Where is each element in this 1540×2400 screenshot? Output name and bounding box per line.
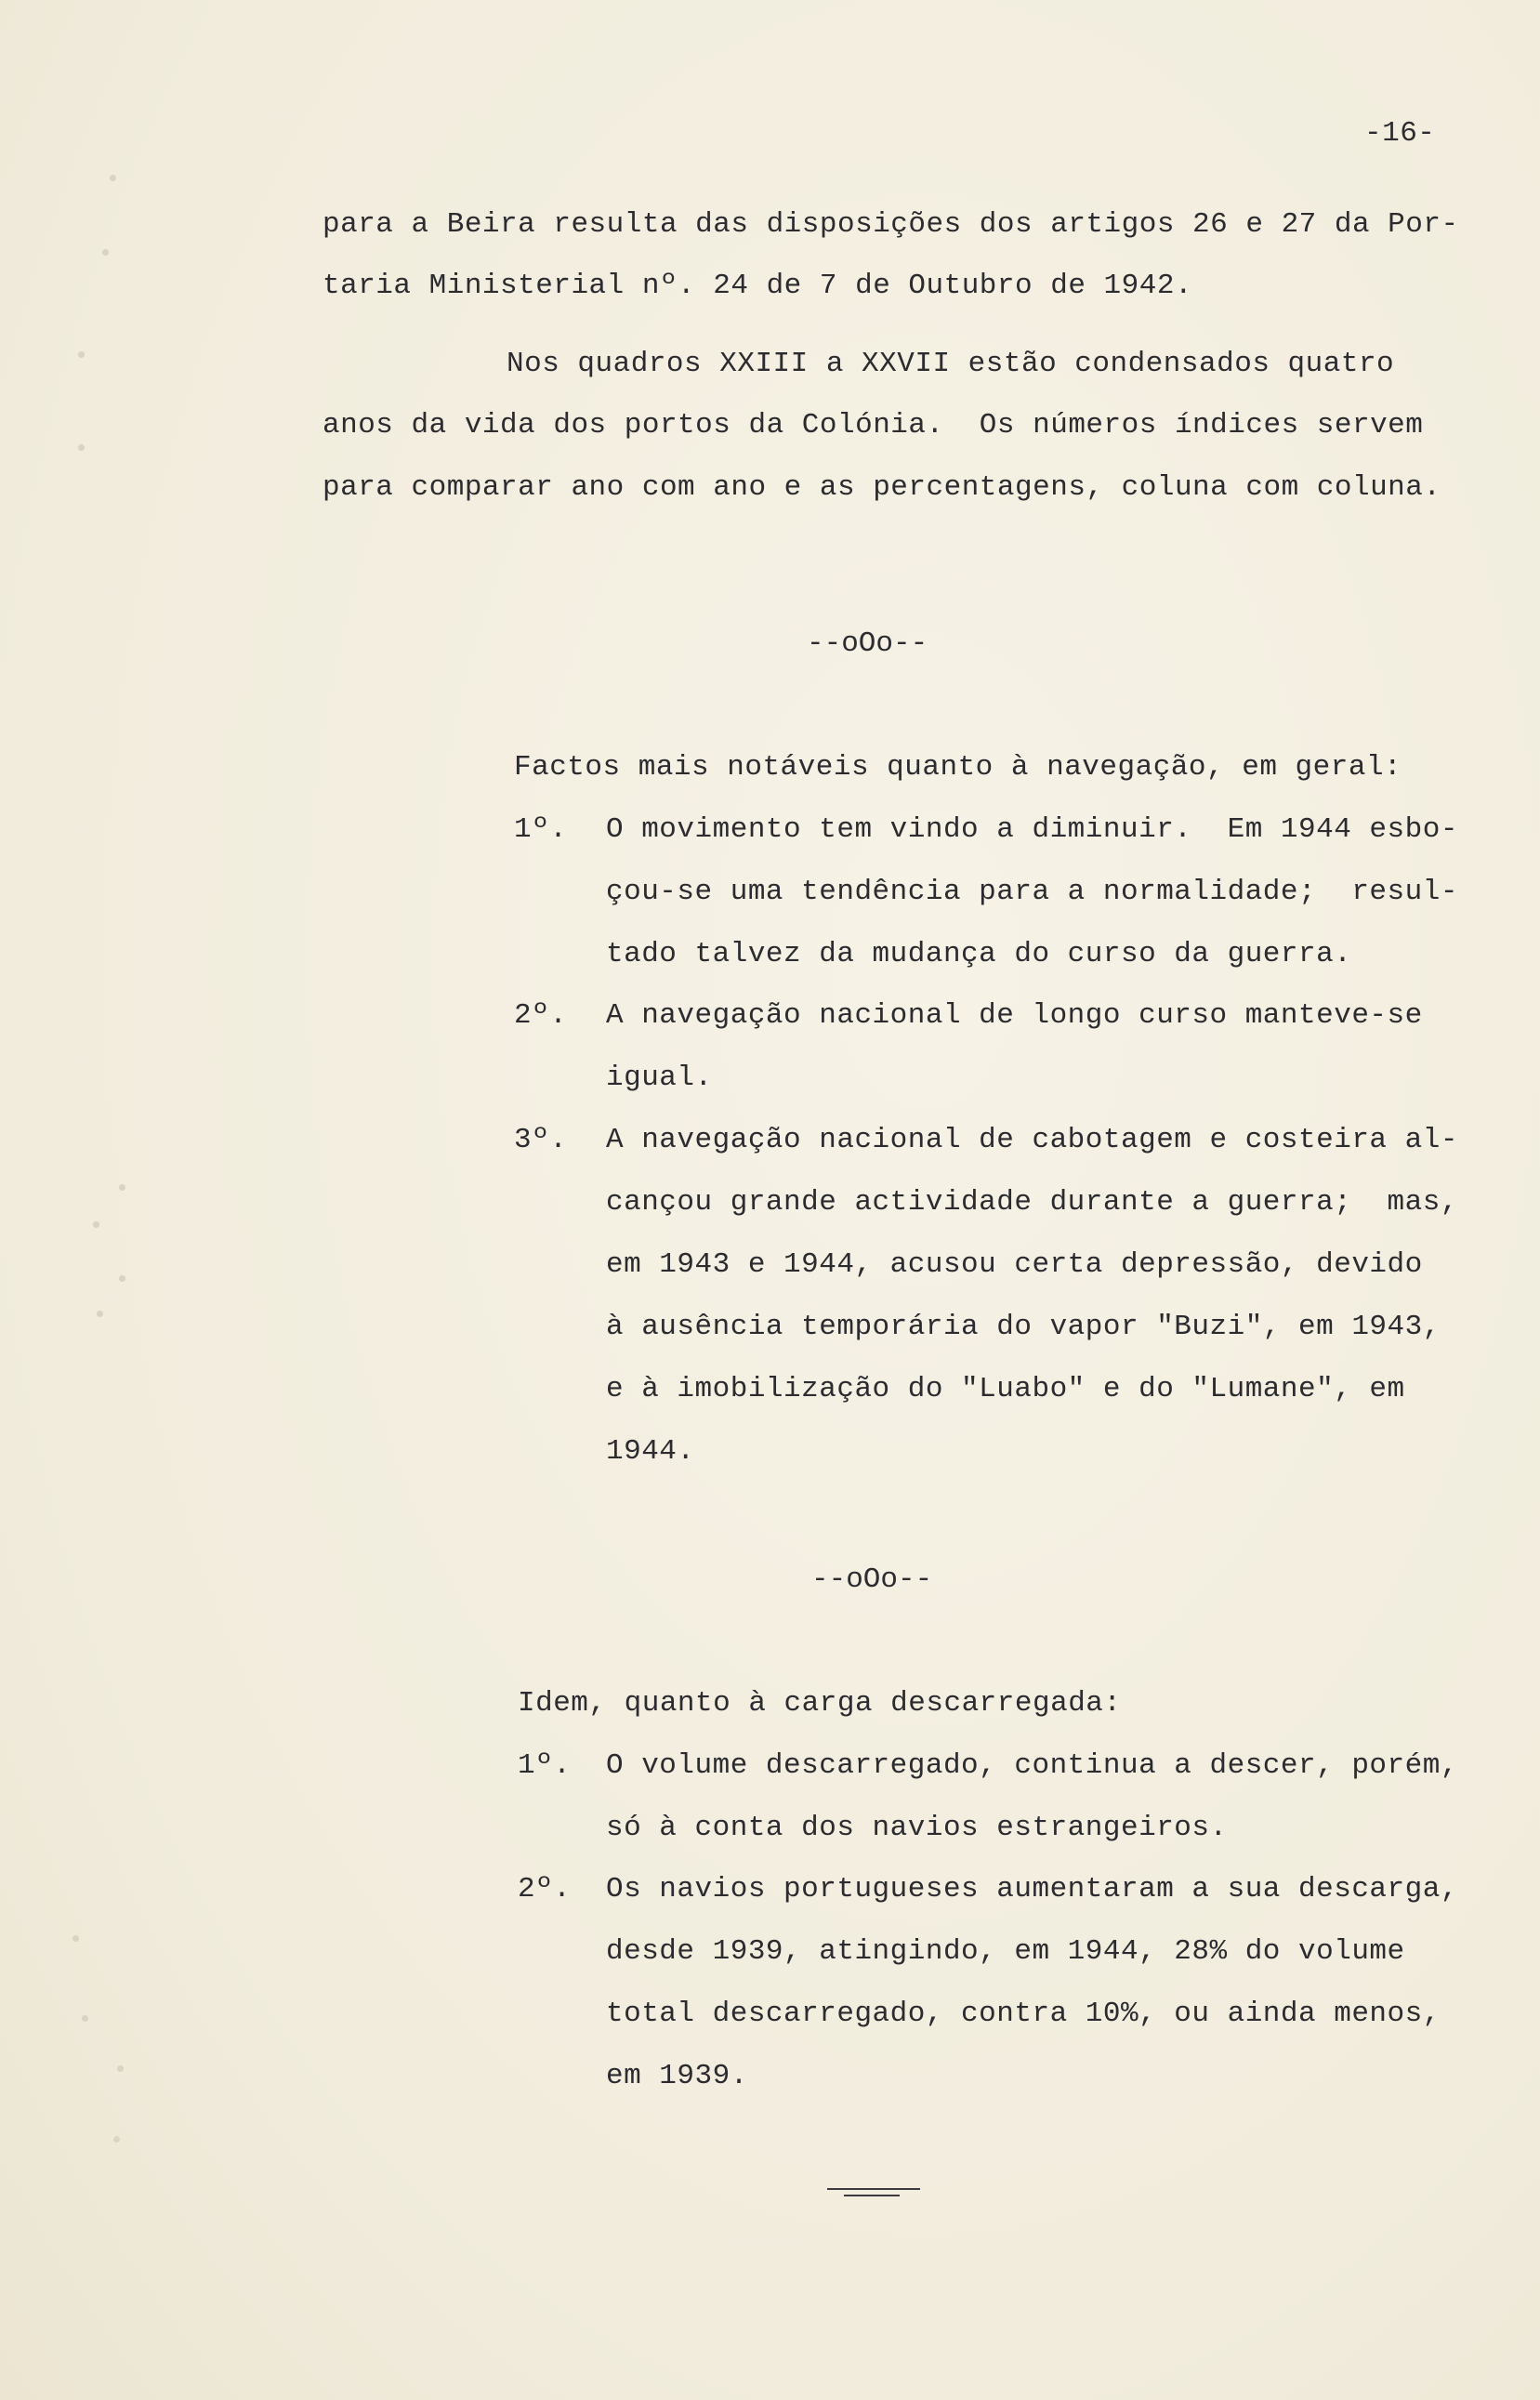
punch-mark: [82, 2015, 88, 2022]
paragraph-line: anos da vida dos portos da Colónia. Os números índices servem: [322, 409, 1424, 442]
list-item-line: à ausência temporária do vapor "Buzi", em 1943,: [606, 1311, 1441, 1343]
punch-mark: [119, 1275, 125, 1282]
list-item-line: A navegação nacional de longo curso manteve-se: [606, 999, 1423, 1032]
list-item-number: 1º.: [514, 813, 568, 846]
list-item-number: 2º.: [518, 1873, 572, 1905]
punch-mark: [78, 444, 85, 451]
punch-mark: [119, 1184, 125, 1191]
page-number: -16-: [1364, 117, 1436, 150]
punch-mark: [102, 249, 109, 256]
section-separator: --oOo--: [807, 627, 928, 660]
list-item-line: em 1943 e 1944, acusou certa depressão, devido: [606, 1248, 1423, 1281]
punch-mark: [117, 2065, 124, 2072]
punch-mark: [110, 175, 116, 181]
list-item-line: em 1939.: [606, 2060, 748, 2092]
list-item-number: 2º.: [514, 999, 568, 1032]
list-item-number: 3º.: [514, 1124, 568, 1156]
section-heading: Idem, quanto à carga descarregada:: [518, 1687, 1122, 1720]
punch-mark: [93, 1221, 99, 1228]
list-item-line: só à conta dos navios estrangeiros.: [606, 1812, 1228, 1844]
list-item-line: igual.: [606, 1062, 713, 1094]
list-item-line: cançou grande actividade durante a guerra; mas,: [606, 1186, 1458, 1219]
list-item-line: 1944.: [606, 1435, 695, 1468]
list-item-line: e à imobilização do "Luabo" e do "Lumane", em: [606, 1373, 1405, 1405]
list-item-line: O movimento tem vindo a diminuir. Em 1944 esbo-: [606, 813, 1458, 846]
punch-mark: [72, 1935, 79, 1942]
list-item-line: çou-se uma tendência para a normalidade; resul-: [606, 876, 1458, 908]
list-item-line: total descarregado, contra 10%, ou ainda menos,: [606, 1998, 1441, 2030]
paragraph-line: taria Ministerial nº. 24 de 7 de Outubro de 1942.: [322, 270, 1193, 302]
list-item-line: desde 1939, atingindo, em 1944, 28% do volume: [606, 1935, 1405, 1968]
punch-mark: [113, 2136, 120, 2143]
section-separator: --oOo--: [811, 1563, 933, 1596]
paragraph-line: para comparar ano com ano e as percentagens, coluna com coluna.: [322, 471, 1441, 504]
list-item-line: tado talvez da mudança do curso da guerra.: [606, 938, 1352, 970]
paragraph-line: para a Beira resulta das disposições dos artigos 26 e 27 da Por-: [322, 208, 1459, 241]
list-item-number: 1º.: [518, 1749, 572, 1782]
list-item-line: O volume descarregado, continua a descer, porém,: [606, 1749, 1458, 1782]
section-heading: Factos mais notáveis quanto à navegação, em geral:: [514, 751, 1402, 784]
punch-mark: [97, 1311, 103, 1317]
list-item-line: Os navios portugueses aumentaram a sua descarga,: [606, 1873, 1458, 1905]
paragraph-line: Nos quadros XXIII a XXVII estão condensados quatro: [507, 348, 1395, 380]
list-item-line: A navegação nacional de cabotagem e costeira al-: [606, 1124, 1458, 1156]
punch-mark: [78, 351, 85, 358]
end-of-section-mark: [827, 2186, 920, 2201]
